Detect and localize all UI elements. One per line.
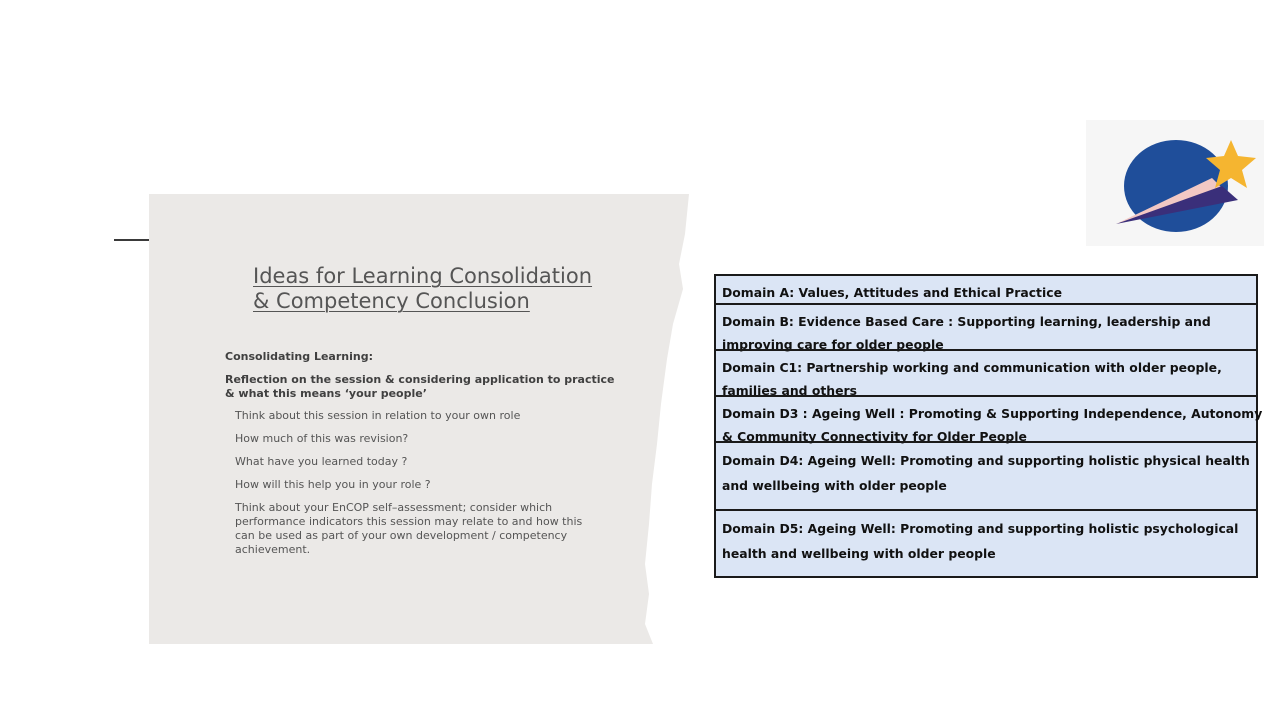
consolidating-learning-heading: Consolidating Learning:: [225, 350, 373, 363]
domain-text: and wellbeing with older people: [722, 478, 947, 493]
reflection-heading: Reflection on the session & considering application to practice & what this means ‘your people’: [225, 373, 615, 400]
domain-text: Domain D5: Ageing Well: Promoting and supporting holistic psychological: [722, 521, 1239, 536]
prompt-item: Think about your EnCOP self–assessment; consider which performance indicators this session may relate to and how this can be used as part of your own development / competency achievement.: [235, 501, 583, 556]
domain-text: health and wellbeing with older people: [722, 546, 996, 561]
domain-row-d5: [716, 511, 1256, 576]
prompt-item: How will this help you in your role ?: [235, 478, 431, 491]
accent-rule: [114, 239, 150, 241]
panel-title-line-2: & Competency Conclusion: [253, 289, 530, 313]
domain-row-d4: [716, 443, 1256, 509]
shooting-star-logo-icon: [1086, 120, 1264, 246]
panel-title: [253, 264, 653, 314]
prompt-item: What have you learned today ?: [235, 455, 408, 468]
prompt-item: Think about this session in relation to your own role: [235, 409, 521, 422]
domain-text: Domain B: Evidence Based Care : Supporting learning, leadership and: [722, 314, 1211, 329]
domain-row-c1: [716, 351, 1256, 398]
reflection-prompts: [235, 409, 595, 566]
domain-text: Domain D3 : Ageing Well : Promoting & Supporting Independence, Autonomy: [722, 406, 1263, 421]
domain-text: Domain D4: Ageing Well: Promoting and supporting holistic physical health: [722, 453, 1250, 468]
domain-row-b: [716, 305, 1256, 352]
domain-text: improving care for older people: [722, 337, 944, 352]
panel-title-line-1: Ideas for Learning Consolidation: [253, 264, 593, 288]
domain-row-d3: [716, 397, 1263, 444]
domain-text: Domain A: Values, Attitudes and Ethical Practice: [722, 285, 1062, 300]
domain-text: & Community Connectivity for Older People: [722, 429, 1027, 444]
domain-table: [714, 274, 1263, 578]
torn-paper-panel: [149, 194, 694, 644]
domain-row-a: [716, 276, 1256, 303]
prompt-item: How much of this was revision?: [235, 432, 409, 445]
domain-text: Domain C1: Partnership working and communication with older people,: [722, 360, 1222, 375]
domain-text: families and others: [722, 383, 858, 398]
